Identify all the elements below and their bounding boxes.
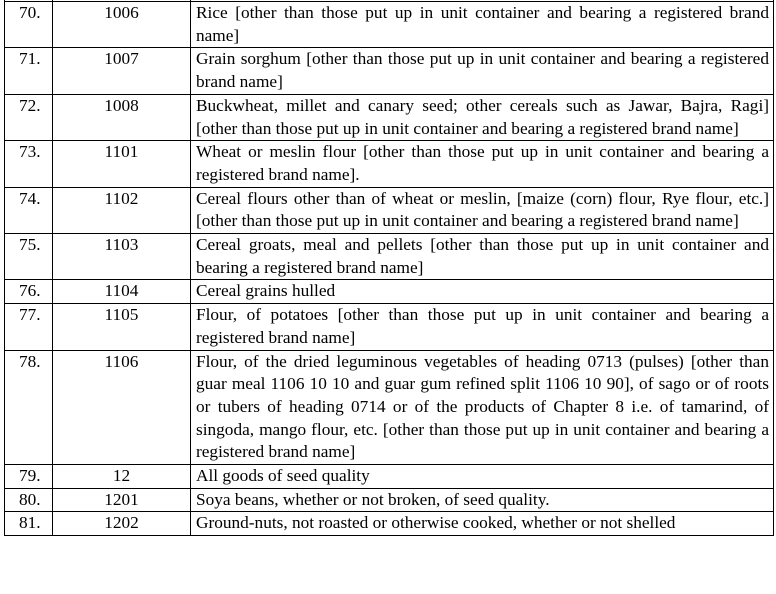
code-cell: 1102 (53, 187, 191, 233)
table-row (5, 141, 774, 187)
code-cell: 1103 (53, 234, 191, 280)
description-cell: Cereal groats, meal and pellets [other than those put up in unit container and bearing a registered brand name] (191, 234, 774, 280)
table-row (5, 187, 774, 233)
code-cell: 1101 (53, 141, 191, 187)
table-row (5, 350, 774, 465)
code-cell: 1105 (53, 304, 191, 350)
code-cell: 1104 (53, 280, 191, 304)
goods-schedule-table (4, 0, 774, 536)
table-row (5, 2, 774, 48)
table-row (5, 94, 774, 140)
serial-cell: 78. (5, 350, 53, 465)
serial-cell: 75. (5, 234, 53, 280)
code-cell: 12 (53, 465, 191, 489)
table-row (5, 234, 774, 280)
table-row (5, 465, 774, 489)
serial-cell: 80. (5, 488, 53, 512)
table-row (5, 280, 774, 304)
description-cell: Wheat or meslin flour [other than those put up in unit container and bearing a registered brand name]. (191, 141, 774, 187)
description-cell: Grain sorghum [other than those put up in unit container and bearing a registered brand name] (191, 48, 774, 94)
serial-cell: 77. (5, 304, 53, 350)
code-cell: 1008 (53, 94, 191, 140)
code-cell: 1202 (53, 512, 191, 536)
description-cell: Buckwheat, millet and canary seed; other cereals such as Jawar, Bajra, Ragi] [other than those put up in unit container and bearing a registered brand name] (191, 94, 774, 140)
serial-cell: 74. (5, 187, 53, 233)
serial-cell: 71. (5, 48, 53, 94)
description-cell: Flour, of potatoes [other than those put up in unit container and bearing a registered brand name] (191, 304, 774, 350)
table-row (5, 488, 774, 512)
code-cell: 1006 (53, 2, 191, 48)
description-cell: Cereal grains hulled (191, 280, 774, 304)
serial-cell: 70. (5, 2, 53, 48)
description-cell: Rice [other than those put up in unit container and bearing a registered brand name] (191, 2, 774, 48)
description-cell: All goods of seed quality (191, 465, 774, 489)
serial-cell: 76. (5, 280, 53, 304)
description-cell: Ground-nuts, not roasted or otherwise cooked, whether or not shelled (191, 512, 774, 536)
table-row (5, 304, 774, 350)
description-cell: Cereal flours other than of wheat or meslin, [maize (corn) flour, Rye flour, etc.] [other than those put up in unit container and bearing a registered brand name] (191, 187, 774, 233)
table-row (5, 512, 774, 536)
table-row (5, 48, 774, 94)
code-cell: 1201 (53, 488, 191, 512)
serial-cell: 79. (5, 465, 53, 489)
code-cell: 1007 (53, 48, 191, 94)
serial-cell: 73. (5, 141, 53, 187)
code-cell: 1106 (53, 350, 191, 465)
serial-cell: 81. (5, 512, 53, 536)
serial-cell: 72. (5, 94, 53, 140)
description-cell: Soya beans, whether or not broken, of seed quality. (191, 488, 774, 512)
description-cell: Flour, of the dried leguminous vegetables of heading 0713 (pulses) [other than guar meal 1106 10 10 and guar gum refined split 1106 10 90], of sago or of roots or tubers of heading 0714 or of the products of Chapter 8 i.e. of tamarind, of singoda, mango flour, etc. [other than those put up in unit container and bearing a registered brand name] (191, 350, 774, 465)
